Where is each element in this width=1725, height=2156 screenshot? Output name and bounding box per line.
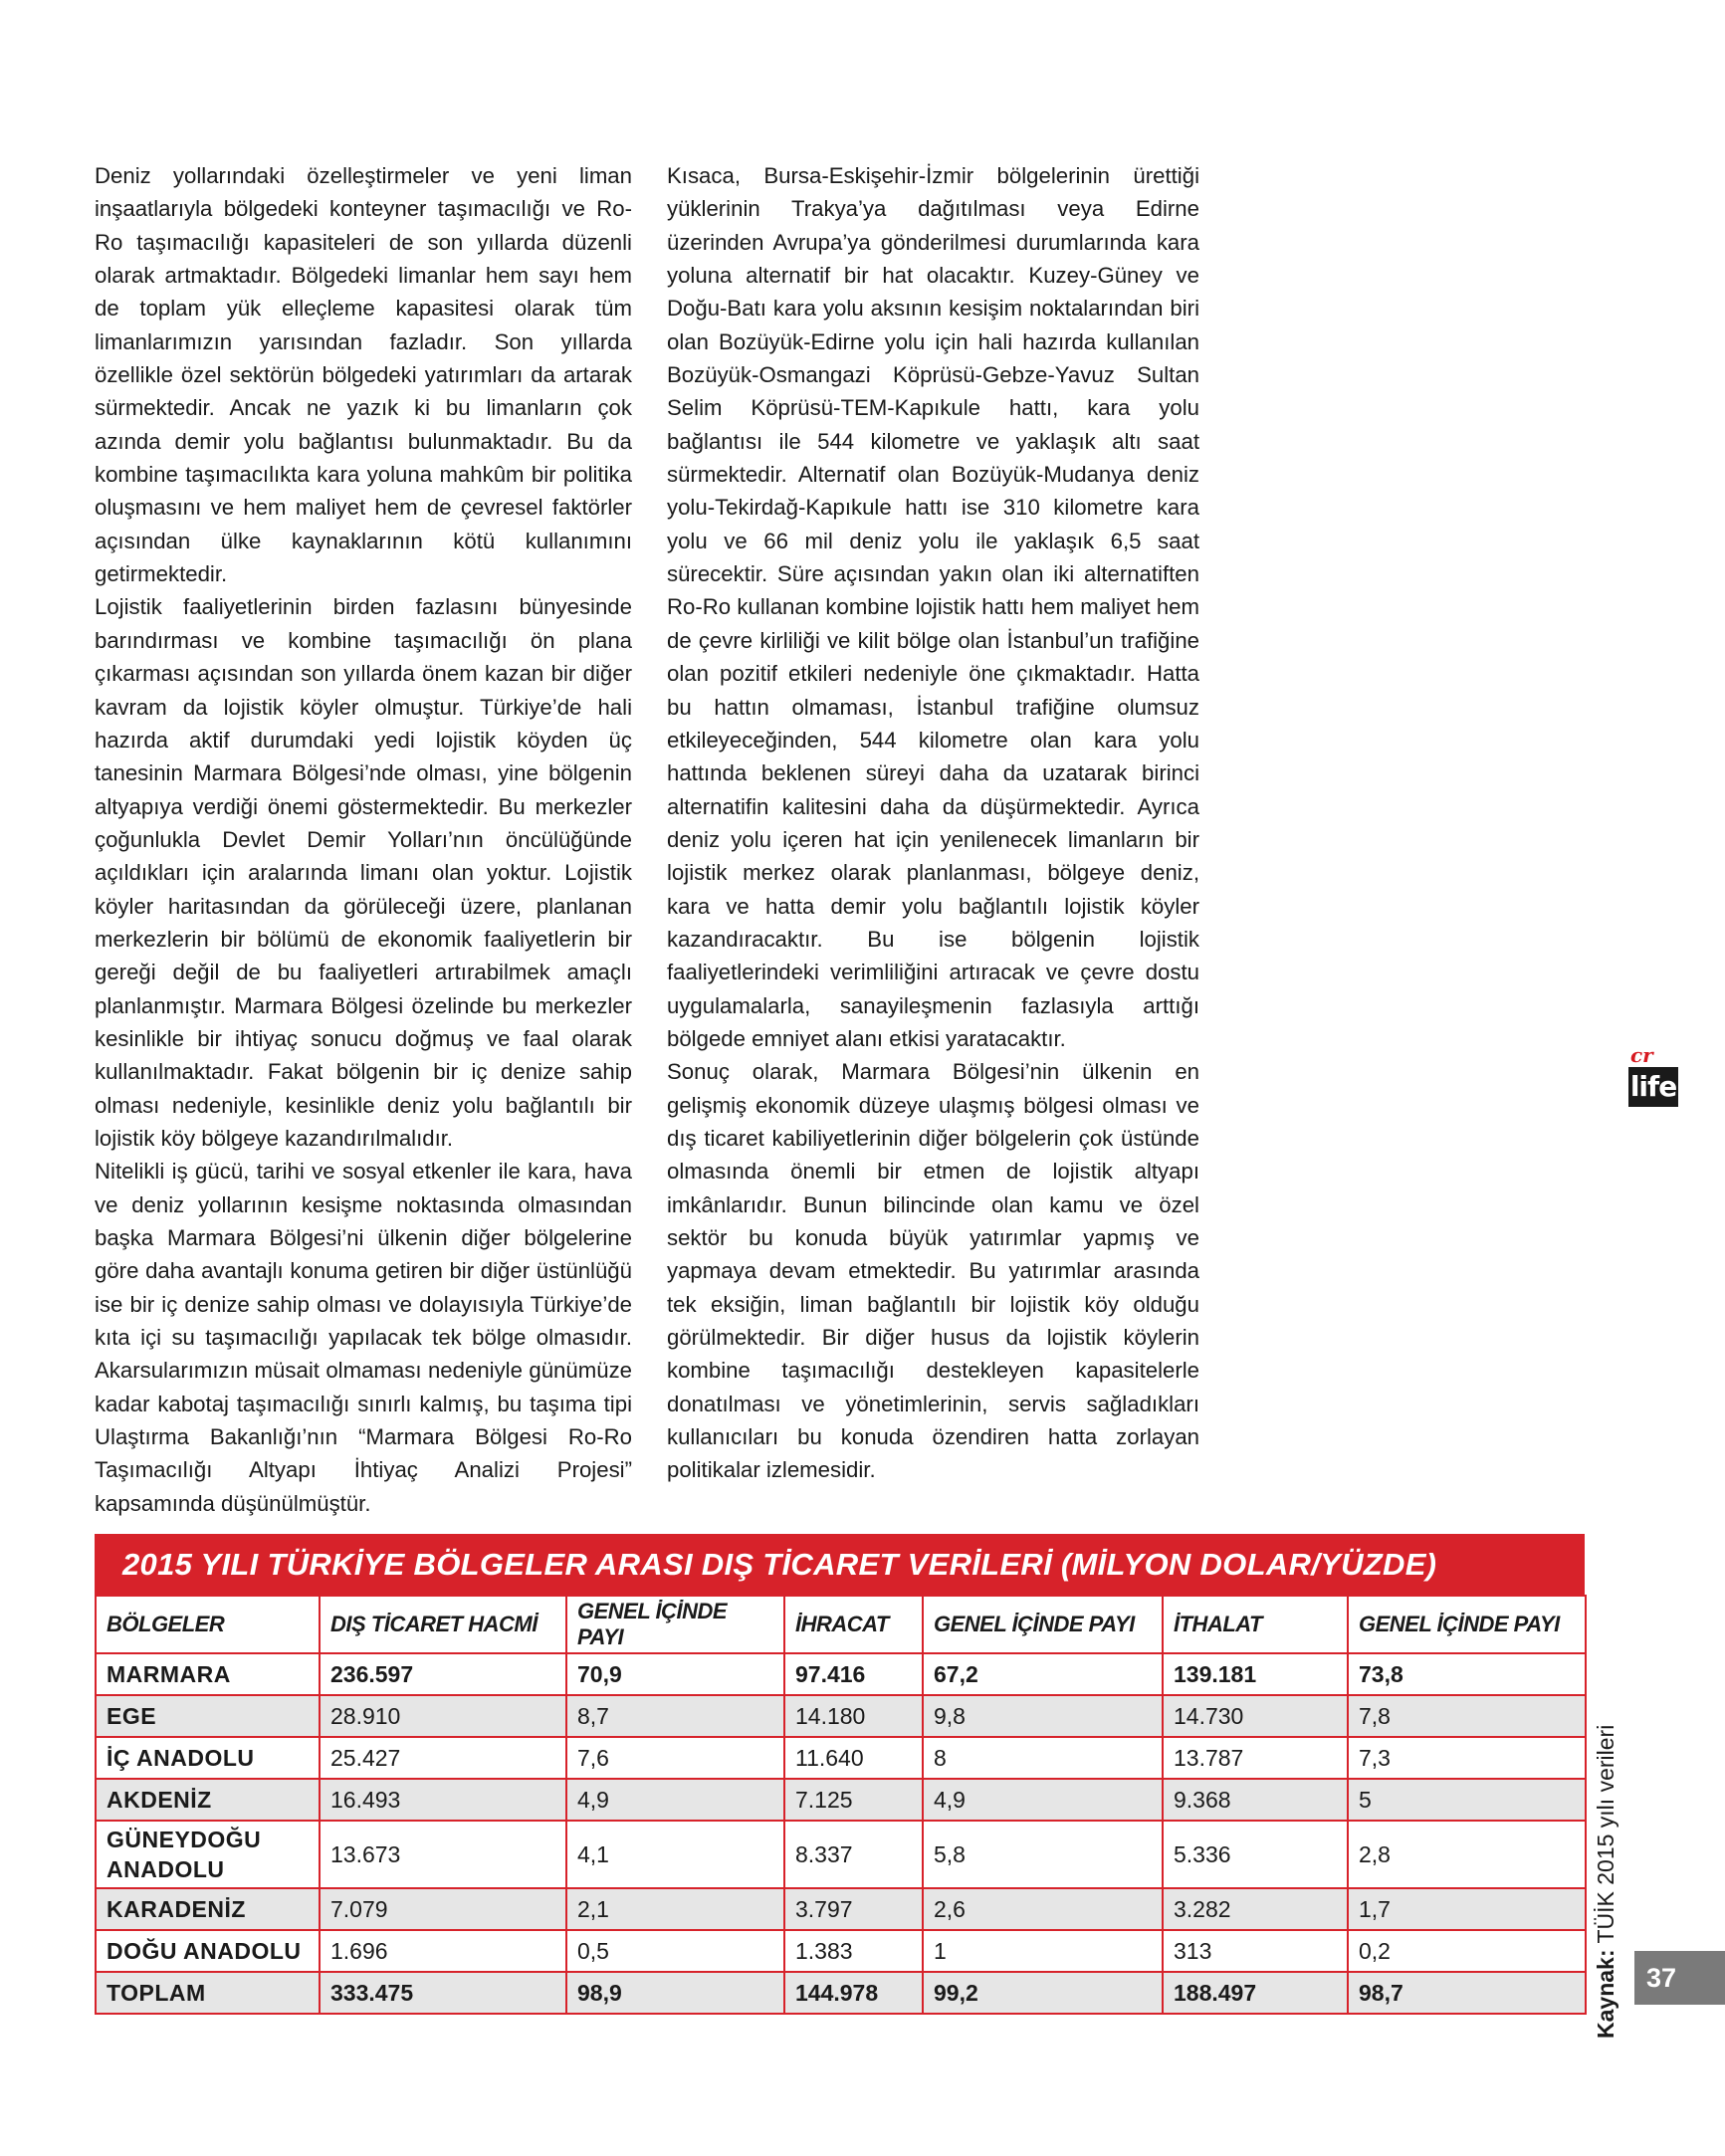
table-cell: 13.787 (1163, 1737, 1348, 1779)
paragraph: Deniz yollarındaki özelleştirmeler ve yeni liman inşaatlarıyla bölgedeki konteyner taşımacılığı ve Ro-Ro taşımacılığı kapasiteleri de son yıllarda düzenli olarak artmaktadır. Bölgedeki limanlar hem sayı hem de toplam yük elleçleme kapasitesi olarak tüm limanlarımızın yarısından fazladır. Son yıllarda özellikle özel sektörün bölgedeki yatırımları da artarak sürmektedir. Ancak ne yazık ki bu limanların çok azında demir yolu bağlantısı bulunmaktadır. Bu da kombine taşımacılıkta kara yoluna mahkûm bir politika oluşmasını ve hem maliyet hem de çevresel faktörler açısından ülke kaynaklarının kötü kullanımını getirmektedir. (95, 163, 632, 587)
table-row (96, 1888, 1586, 1930)
region-cell: İÇ ANADOLU (96, 1737, 320, 1779)
source-text: TÜİK 2015 yılı verileri (1593, 1724, 1618, 1950)
source-note (1591, 1725, 1620, 2039)
table-cell: 2,6 (923, 1888, 1163, 1930)
paragraph: Kısaca, Bursa-Eskişehir-İzmir bölgelerinin ürettiği yüklerinin Trakya’ya dağıtılması veya Edirne üzerinden Avrupa’ya gönderilmesi durumlarında kara yoluna alternatif bir hat olacaktır. Kuzey-Güney ve Doğu-Batı kara yolu aksının kesişim noktalarından biri olan Bozüyük-Edirne yolu için hali hazırda kullanılan Bozüyük-Osmangazi Köprüsü-Gebze-Yavuz Sultan Selim Köprüsü-TEM-Kapıkule hattı, kara yolu bağlantısı ile 544 kilometre ve yaklaşık altı saat sürmektedir. Alternatif olan Bozüyük-Mudanya deniz yolu-Tekirdağ-Kapıkule hattı ise 310 kilometre kara yolu ve 66 mil deniz yolu ile yaklaşık 6,5 saat sürecektir. Süre açısından yakın olan iki alternatiften Ro-Ro kullanan kombine lojistik hattı hem maliyet hem de çevre kirliliği ve kilit bölge olan İstanbul’un trafiğine olan pozitif etkileri nedeniyle öne çıkmaktadır. Hatta bu hattın olmaması, İstanbul trafiğine olumsuz etkileyeceğinden, 544 kilometre olan kara yolu hattında beklenen süreyi daha da uzatarak birinci alternatifin kalitesini daha da düşürmektedir. Ayrıca deniz yolu içeren hat için yenilenecek limanların bir lojistik merkez olarak planlanması, bölgeye deniz, kara ve hatta demir yolu bağlantılı lojistik köyler kazandıracaktır. Bu ise bölgenin lojistik faaliyetlerindeki verimliliğini artıracak ve çevre dostu uygulamalarla, sanayileşmenin fazlasıyla arttığı bölgede emniyet alanı etkisi yaratacaktır. (667, 163, 1199, 1051)
page-number: 37 (1634, 1951, 1725, 2005)
column-header: GENEL İÇİNDE PAYI (1348, 1596, 1586, 1653)
table-cell: 67,2 (923, 1653, 1163, 1695)
table-cell: 236.597 (320, 1653, 566, 1695)
table-row (96, 1821, 1586, 1888)
source-label: Kaynak: (1593, 1949, 1618, 2039)
table-row (96, 1653, 1586, 1695)
table-cell: 1.383 (784, 1930, 923, 1972)
table-cell: 5 (1348, 1779, 1586, 1821)
region-cell: TOPLAM (96, 1972, 320, 2014)
column-header: DIŞ TİCARET HACMİ (320, 1596, 566, 1653)
table-cell: 98,9 (566, 1972, 784, 2014)
table-cell: 333.475 (320, 1972, 566, 2014)
table-cell: 98,7 (1348, 1972, 1586, 2014)
article-column-right (667, 159, 1199, 1487)
table-cell: 139.181 (1163, 1653, 1348, 1695)
region-cell: DOĞU ANADOLU (96, 1930, 320, 1972)
table-cell: 7.125 (784, 1779, 923, 1821)
table-header-row (96, 1596, 1586, 1653)
table-cell: 14.180 (784, 1695, 923, 1737)
table-cell: 3.282 (1163, 1888, 1348, 1930)
table-cell: 2,1 (566, 1888, 784, 1930)
table-cell: 3.797 (784, 1888, 923, 1930)
table-cell: 0,2 (1348, 1930, 1586, 1972)
table-cell: 0,5 (566, 1930, 784, 1972)
table-total-row (96, 1972, 1586, 2014)
table-title: 2015 YILI TÜRKİYE BÖLGELER ARASI DIŞ TİCARET VERİLERİ (MİLYON DOLAR/YÜZDE) (95, 1534, 1585, 1595)
region-cell: KARADENİZ (96, 1888, 320, 1930)
table-cell: 8,7 (566, 1695, 784, 1737)
table-cell: 5,8 (923, 1821, 1163, 1888)
table-row (96, 1779, 1586, 1821)
table-cell: 99,2 (923, 1972, 1163, 2014)
region-cell: AKDENİZ (96, 1779, 320, 1821)
table-cell: 14.730 (1163, 1695, 1348, 1737)
table-cell: 1,7 (1348, 1888, 1586, 1930)
table-row (96, 1930, 1586, 1972)
table-cell: 1.696 (320, 1930, 566, 1972)
table-cell: 7,6 (566, 1737, 784, 1779)
table-cell: 28.910 (320, 1695, 566, 1737)
region-cell: GÜNEYDOĞU ANADOLU (96, 1821, 320, 1888)
table-cell: 16.493 (320, 1779, 566, 1821)
table-cell: 11.640 (784, 1737, 923, 1779)
table-cell: 25.427 (320, 1737, 566, 1779)
table-cell: 70,9 (566, 1653, 784, 1695)
logo-text: life (1628, 1067, 1678, 1107)
table-cell: 97.416 (784, 1653, 923, 1695)
region-cell: EGE (96, 1695, 320, 1737)
table-cell: 188.497 (1163, 1972, 1348, 2014)
table-cell: 2,8 (1348, 1821, 1586, 1888)
table-cell: 5.336 (1163, 1821, 1348, 1888)
table-cell: 7.079 (320, 1888, 566, 1930)
table-cell: 313 (1163, 1930, 1348, 1972)
table-cell: 8 (923, 1737, 1163, 1779)
magazine-logo (1628, 1045, 1678, 1111)
column-header: BÖLGELER (96, 1596, 320, 1653)
table-cell: 4,1 (566, 1821, 784, 1888)
table-cell: 7,8 (1348, 1695, 1586, 1737)
column-header: GENEL İÇİNDE PAYI (566, 1596, 784, 1653)
table-cell: 9,8 (923, 1695, 1163, 1737)
data-table (95, 1595, 1587, 2015)
table-cell: 9.368 (1163, 1779, 1348, 1821)
table-cell: 8.337 (784, 1821, 923, 1888)
region-cell: MARMARA (96, 1653, 320, 1695)
paragraph: Nitelikli iş gücü, tarihi ve sosyal etkenler ile kara, hava ve deniz yollarının kesişme noktasında olmasından başka Marmara Bölgesi’ni ülkenin diğer bölgelerine göre daha avantajlı konuma getiren bir diğer üstünlüğü ise bir iç denize sahip olması ve dolayısıyla Türkiye’de kıta içi su taşımacılığı yapılacak tek bölge olmasıdır. Akarsularımızın müsait olmaması nedeniyle günümüze kadar kabotaj taşımacılığı sınırlı kalmış, bu taşıma tipi Ulaştırma Bakanlığı’nın “Marmara Bölgesi Ro-Ro Taşımacılığı Altyapı İhtiyaç Analizi Projesi” kapsamında düşünülmüştür. (95, 1159, 632, 1516)
table-cell: 144.978 (784, 1972, 923, 2014)
trade-data-table (95, 1534, 1585, 2015)
table-cell: 7,3 (1348, 1737, 1586, 1779)
table-cell: 4,9 (923, 1779, 1163, 1821)
table-cell: 73,8 (1348, 1653, 1586, 1695)
table-row (96, 1695, 1586, 1737)
table-cell: 4,9 (566, 1779, 784, 1821)
paragraph: Lojistik faaliyetlerinin birden fazlasını bünyesinde barındırması ve kombine taşımacılığı ön plana çıkarması açısından son yıllarda önem kazan bir diğer kavram da lojistik köyler olmuştur. Türkiye’de hali hazırda aktif durumdaki yedi lojistik köyden üç tanesinin Marmara Bölgesi’nde olması, yine bölgenin altyapıya verdiği önemi göstermektedir. Bu merkezler çoğunlukla Devlet Demir Yolları’nın öncülüğünde açıldıkları için aralarında limanı olan yoktur. Lojistik köyler haritasından da görüleceği üzere, planlanan merkezlerin bir bölümü de ekonomik faaliyetlerin bir gereği değil de bu faaliyetleri artırabilmek amaçlı planlanmıştır. Marmara Bölgesi özelinde bu merkezler kesinlikle bir ihtiyaç sonucu doğmuş ve faal olarak kullanılmaktadır. Fakat bölgenin bir iç denize sahip olması nedeniyle, kesinlikle deniz yolu bağlantılı bir lojistik köy bölgeye kazandırılmalıdır. (95, 594, 632, 1151)
column-header: İTHALAT (1163, 1596, 1348, 1653)
paragraph: Sonuç olarak, Marmara Bölgesi’nin ülkenin en gelişmiş ekonomik düzeye ulaşmış bölgesi olması ve dış ticaret kabiliyetlerinin diğer bölgelerin çok üstünde olmasında önemli bir etmen de lojistik altyapı imkânlarıdır. Bunun bilincinde olan kamu ve özel sektör bu konuda büyük yatırımlar yapmış ve yapmaya devam etmektedir. Bu yatırımlar arasında tek eksiğin, liman bağlantılı bir lojistik köy olduğu görülmektedir. Bir diğer husus da lojistik köylerin kombine taşımacılığı destekleyen kapasitelerle donatılması ve yönetimlerinin, servis sağladıkları kullanıcıları bu konuda özendiren hatta zorlayan politikalar izlemesidir. (667, 1059, 1199, 1483)
table-cell: 1 (923, 1930, 1163, 1972)
logo-swoosh: cr (1630, 1043, 1653, 1067)
column-header: İHRACAT (784, 1596, 923, 1653)
table-row (96, 1737, 1586, 1779)
table-cell: 13.673 (320, 1821, 566, 1888)
column-header: GENEL İÇİNDE PAYI (923, 1596, 1163, 1653)
article-column-left (95, 159, 632, 1520)
